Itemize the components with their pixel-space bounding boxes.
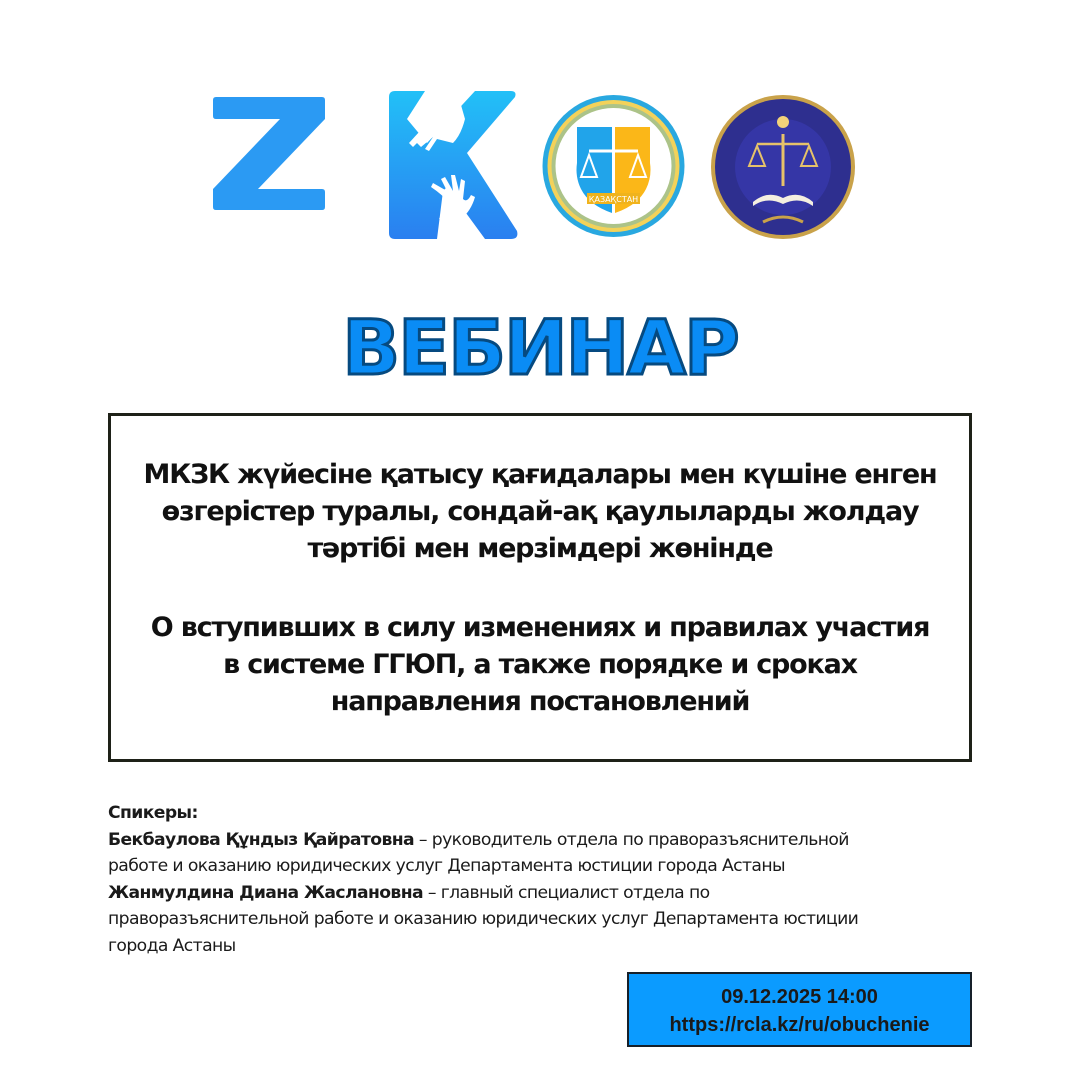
- speaker-role: – главный специалист отдела по: [423, 882, 710, 903]
- z-letter-icon: [210, 93, 328, 213]
- speakers-heading: Спикеры:: [108, 803, 198, 823]
- speaker-role-continued: работе и оказанию юридических услуг Департамента юстиции города Астаны: [108, 856, 785, 876]
- topic-ru-line: в системе ГГЮП, а также порядке и сроках: [223, 649, 857, 680]
- rcla-emblem: [541, 93, 686, 239]
- speaker-name: Бекбаулова Құндыз Қайратовна: [108, 829, 415, 850]
- topic-kz-line: МКЗК жүйесіне қатысу қағидалары мен күшіне енген: [143, 459, 937, 490]
- speaker-1: [108, 827, 978, 854]
- zk-logo-k: [387, 91, 519, 242]
- topic-kz-line: тәртібі мен мерзімдері жөнінде: [307, 533, 773, 564]
- speaker-2: [108, 880, 978, 907]
- speaker-role-continued: города Астаны: [108, 935, 236, 956]
- topic-russian: [111, 609, 969, 720]
- webinar-title: ВЕБИНАР: [342, 303, 738, 392]
- k-hands-icon: [387, 91, 519, 242]
- speaker-role-continued: праворазъяснительной работе и оказанию юридических услуг Департамента юстиции: [108, 909, 859, 929]
- event-info-box: [627, 972, 972, 1047]
- topic-kazakh: [111, 456, 969, 567]
- topic-kz-line: өзгерістер туралы, сондай-ақ қаулыларды жолдау: [161, 496, 919, 527]
- speaker-name: Жанмулдина Диана Жаслановна: [108, 882, 423, 903]
- topic-ru-line: направления постановлений: [330, 686, 750, 717]
- speaker-role: – руководитель отдела по праворазъяснительной: [414, 829, 849, 850]
- ministry-of-justice-emblem: [709, 94, 857, 240]
- topic-ru-line: О вступивших в силу изменениях и правилах участия: [150, 612, 930, 643]
- justice-scales-book-emblem-icon: [709, 94, 857, 240]
- event-datetime: 09.12.2025 14:00: [721, 986, 878, 1008]
- topic-box: [108, 413, 972, 762]
- zk-logo-z: [210, 93, 328, 213]
- speakers-section: [108, 800, 978, 959]
- rcla-ribbon-text: ҚАЗАҚСТАН: [588, 195, 639, 204]
- event-link[interactable]: https://rcla.kz/ru/obuchenie: [669, 1014, 930, 1036]
- rcla-scales-emblem-icon: [541, 93, 686, 239]
